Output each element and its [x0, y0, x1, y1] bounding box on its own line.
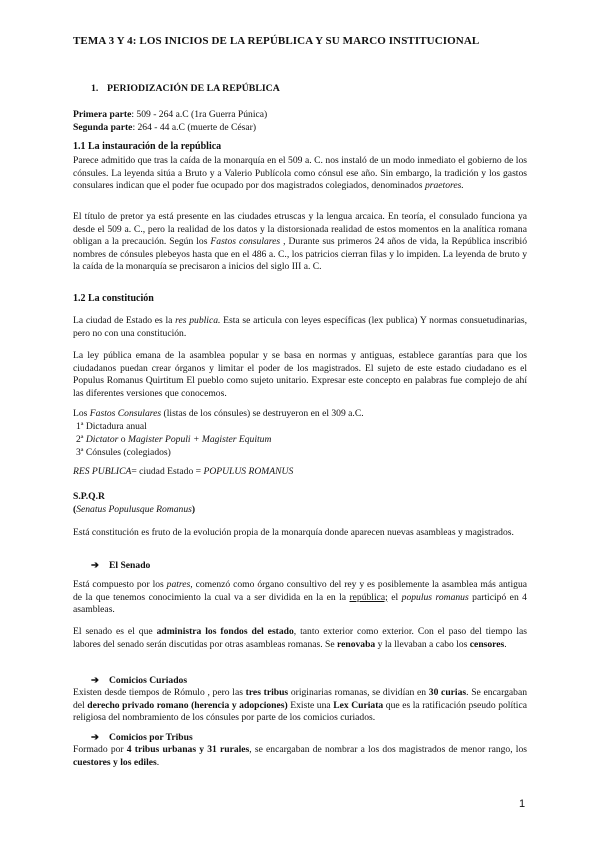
text-run-bold: renovaba	[337, 638, 376, 650]
subsection-heading-instauracion: 1.1 La instauración de la república	[73, 141, 222, 152]
paragraph-constitucion-1	[73, 315, 527, 340]
text-run: (	[73, 504, 77, 515]
paragraph-senado-2	[73, 626, 527, 651]
list-item: 3ª Cónsules (colegiados)	[76, 447, 171, 458]
text-run-italic: Senatus Populusque Romanus	[76, 504, 192, 515]
paragraph-instauracion-1	[73, 155, 527, 193]
period-first-text: : 509 - 264 a.C (1ra Guerra Púnica)	[131, 109, 268, 120]
document-title: TEMA 3 Y 4: LOS INICIOS DE LA REPÚBLICA Y SU MARCO INSTITUCIONAL	[73, 35, 480, 47]
text-run: que es la ratificación pseudo política religiosa del nombramiento de los cónsules por parte de los comicios curiados.	[73, 699, 527, 724]
list-item	[76, 434, 271, 447]
text-run: , tanto exterior como exterior. Con el paso del tiempo las labores del senado serán discutidas por otras asambleas romanas. Se	[73, 626, 527, 650]
list-item: 1ª Dictadura anual	[76, 421, 147, 432]
text-run: . Se encargaban del	[73, 687, 527, 711]
text-run: .	[156, 756, 160, 768]
text-run: El senado es el que	[73, 626, 157, 637]
text-run: Parece admitido que tras la caída de la monarquía en el 509 a. C. nos instaló de un modo inmediato el gobierno de los cónsules. La leyenda sitúa a Bruto y a Valerio Publícola como cónsul ese año. Sin embargo, la tradición y los gastos consulares indican que el poder fue ocupado por dos magistrados colegiados, denominados	[73, 155, 527, 192]
text-run-bold: administra los fondos del estado	[156, 626, 294, 637]
text-run: y la llevaban a cabo los	[375, 638, 470, 650]
subheading-comicios-tribus	[91, 732, 193, 743]
page-number: 1	[519, 798, 526, 810]
text-run: .	[504, 638, 507, 650]
text-run-italic: res publica.	[175, 315, 221, 326]
text-run: Los	[73, 408, 90, 419]
spqr-expansion	[73, 504, 527, 517]
text-run: Existen desde tiempos de Rómulo , pero las	[73, 687, 246, 698]
text-run-underline: república;	[349, 591, 388, 603]
text-run-bold: cuestores y los ediles	[73, 756, 157, 768]
text-run-bold: 4 tribus urbanas y 31 rurales	[126, 744, 250, 755]
text-run: La ciudad de Estado es la	[73, 315, 176, 326]
fastos-line	[73, 408, 527, 421]
spqr-heading: S.P.Q.R	[73, 491, 105, 502]
period-first-label: Primera parte	[73, 109, 132, 120]
paragraph-instauracion-2	[73, 211, 527, 274]
text-run-italic: RES PUBLICA	[73, 466, 132, 477]
text-run: Está compuesto por los	[73, 579, 167, 590]
text-run-italic: Dictator	[85, 434, 119, 445]
period-first	[73, 109, 527, 122]
text-run: participó en 4 asambleas.	[73, 591, 527, 616]
section-number: 1.	[91, 83, 99, 94]
text-run: = ciudad Estado =	[131, 466, 204, 477]
text-run-italic: Fastos Consulares	[89, 408, 162, 419]
text-run-italic: populus romanus	[401, 591, 469, 603]
text-run: El título de pretor ya está presente en las ciudades etruscas y la lengua arcaica. En teoría, el consulado funciona ya desde el 509 a. C., pero la realidad de los datos y la distorsionada realidad de estos momentos en la analítica romana obligan a la precaución. Según los	[73, 211, 527, 248]
period-second-text: : 264 - 44 a.C (muerte de César)	[132, 121, 257, 133]
text-run: Existe una	[287, 699, 334, 711]
text-run-italic: praetores.	[424, 180, 464, 192]
text-run: 2ª	[76, 434, 86, 445]
subheading-text: Comicios por Tribus	[109, 732, 193, 743]
subheading-text: Comicios Curiados	[109, 675, 188, 686]
paragraph-tribus	[73, 744, 527, 769]
text-run-italic: Fastos consulares	[210, 236, 281, 248]
text-run-bold: tres tribus	[245, 687, 289, 698]
text-run-bold: 30 curias	[428, 687, 467, 698]
text-run: comenzó como órgano consultivo del rey y es posiblemente la asamblea más antigua de la que tenemos conocimiento la cual va a ser dividida en la en la	[73, 579, 527, 603]
paragraph-senado-1	[73, 579, 527, 617]
text-run: , se encargaban de nombrar a los dos magistrados de menor rango, los	[249, 744, 528, 755]
text-run: (listas de los cónsules) se destruyeron en el 309 a.C.	[161, 408, 364, 419]
section-heading-periodizacion	[91, 83, 280, 94]
period-second-label: Segunda parte	[73, 121, 133, 133]
text-run-bold: censores	[469, 638, 505, 650]
section-title: PERIODIZACIÓN DE LA REPÚBLICA	[107, 83, 280, 94]
period-second	[73, 122, 527, 135]
subsection-heading-constitucion: 1.2 La constitución	[73, 293, 154, 304]
text-run: , Durante sus primeros 24 años de vida, la República inscribió nombres de cónsules plebeyos hasta que en el 486 a. C., los patricios cierran filas y lo impiden. La leyenda de bruto y la caída de la monarquía se precisaron a inicios del siglo III a. C.	[73, 236, 527, 273]
res-publica-line	[73, 466, 527, 479]
text-run: Formado por	[73, 744, 127, 755]
text-run: originarias romanas, se dividían en	[288, 687, 429, 698]
text-run-italic: patres,	[166, 579, 193, 590]
text-run: )	[191, 504, 196, 515]
text-run: Esta se articula con leyes específicas (lex publica) Y normas consuetudinarias, pero no con una constitución.	[73, 315, 527, 339]
text-run-italic: POPULUS ROMANUS	[203, 466, 294, 477]
arrow-right-icon: ➔	[91, 560, 100, 571]
subheading-comicios-curiados	[91, 675, 187, 686]
subheading-senado	[91, 560, 150, 571]
arrow-right-icon: ➔	[91, 675, 100, 686]
text-run: el	[387, 591, 402, 603]
text-run-bold: derecho privado romano (herencia y adopciones)	[87, 699, 288, 711]
text-run-bold: Lex Curiata	[333, 699, 384, 711]
period-list	[73, 109, 527, 134]
paragraph-constitucion-2: La ley pública emana de la asamblea popular y se basa en normas y antiguas, establece garantías para que los ciudadanos puedan crear órganos y limitar el poder de los magistrados. El sujeto de este estado ciudadano es el Populus Romanus Quirtitum El pueblo como sujeto unitario. Expresar este concepto en palabras fue complejo de ahí las diferentes versiones que conocemos.	[73, 350, 527, 399]
paragraph-evolucion: Está constitución es fruto de la evolución propia de la monarquía donde aparecen nuevas asambleas y magistrados.	[73, 527, 514, 538]
arrow-right-icon: ➔	[91, 732, 100, 743]
text-run-italic: Magister Populi + Magister Equitum	[127, 434, 272, 445]
text-run: o	[118, 434, 128, 445]
subheading-text: El Senado	[109, 560, 151, 571]
paragraph-curiados	[73, 687, 527, 725]
